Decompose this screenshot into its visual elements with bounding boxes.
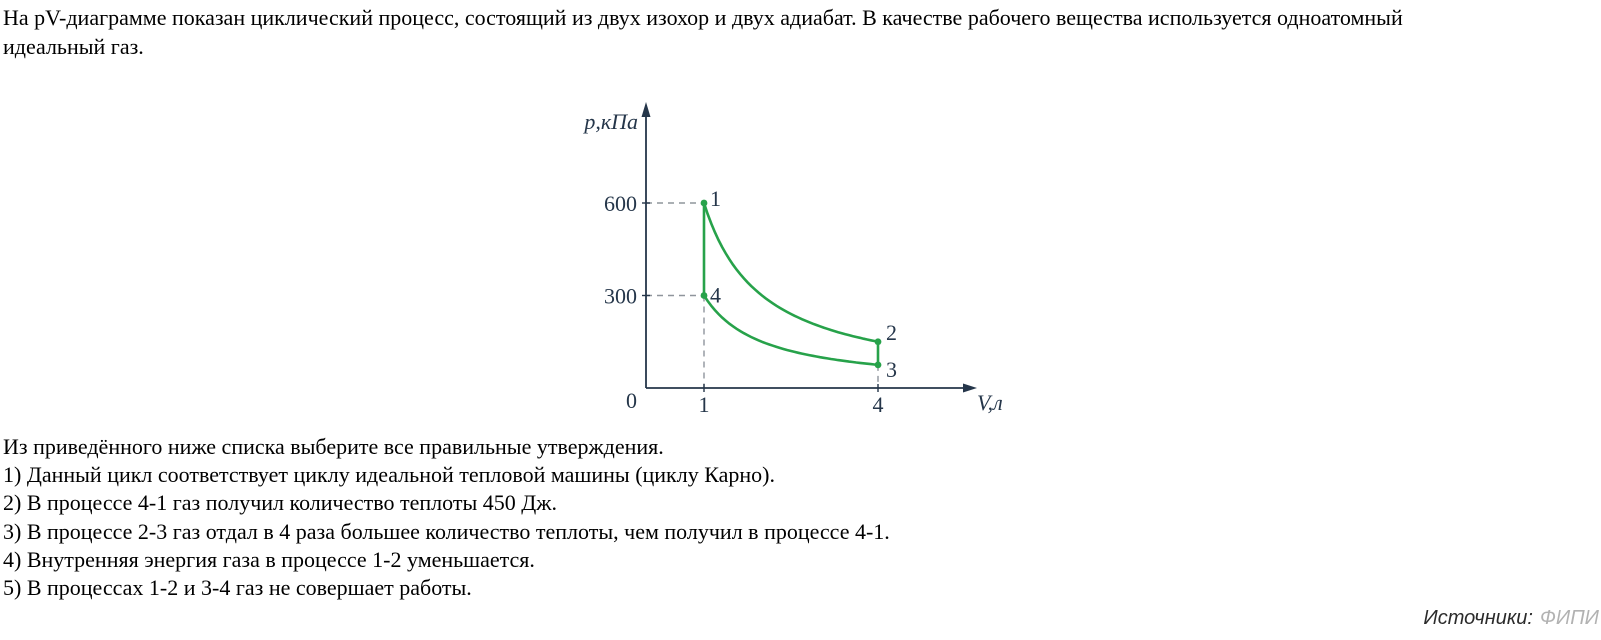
option-4: 4) Внутренняя энергия газа в процессе 1-2 уменьшается.	[3, 546, 535, 572]
option-1: 1) Данный цикл соответствует циклу идеальной тепловой машины (циклу Карно).	[3, 462, 775, 488]
svg-text:4: 4	[872, 392, 884, 417]
pv-diagram	[540, 95, 1030, 430]
question-prompt: Из приведённого ниже списка выберите все правильные утверждения.	[3, 434, 664, 459]
problem-intro: На pV-диаграмме показан циклический процесс, состоящий из двух изохор и двух адиабат. В качестве рабочего вещества используется одноатомный идеальный газ.	[3, 5, 1403, 59]
svg-text:1: 1	[698, 392, 710, 417]
option-5: 5) В процессах 1-2 и 3-4 газ не совершает работы.	[3, 575, 472, 601]
source-label: Источники:	[1423, 607, 1533, 629]
svg-text:2: 2	[886, 319, 897, 345]
option-2: 2) В процессе 4-1 газ получил количество теплоты 450 Дж.	[3, 490, 557, 516]
pv-diagram-svg	[540, 95, 1030, 430]
svg-text:1: 1	[710, 186, 721, 211]
svg-text:300: 300	[604, 283, 637, 309]
svg-text:V,л: V,л	[977, 390, 1003, 415]
svg-text:600: 600	[604, 191, 637, 216]
svg-text:p,кПа: p,кПа	[584, 109, 638, 134]
svg-text:3: 3	[886, 356, 897, 382]
source-link[interactable]: ФИПИ	[1539, 607, 1599, 629]
question-block	[3, 433, 1508, 602]
svg-text:0: 0	[626, 388, 637, 413]
svg-text:4: 4	[710, 282, 721, 308]
option-3: 3) В процессе 2-3 газ отдал в 4 раза большее количество теплоты, чем получил в процессе 4-1.	[3, 518, 890, 544]
source-attribution	[1423, 607, 1599, 630]
